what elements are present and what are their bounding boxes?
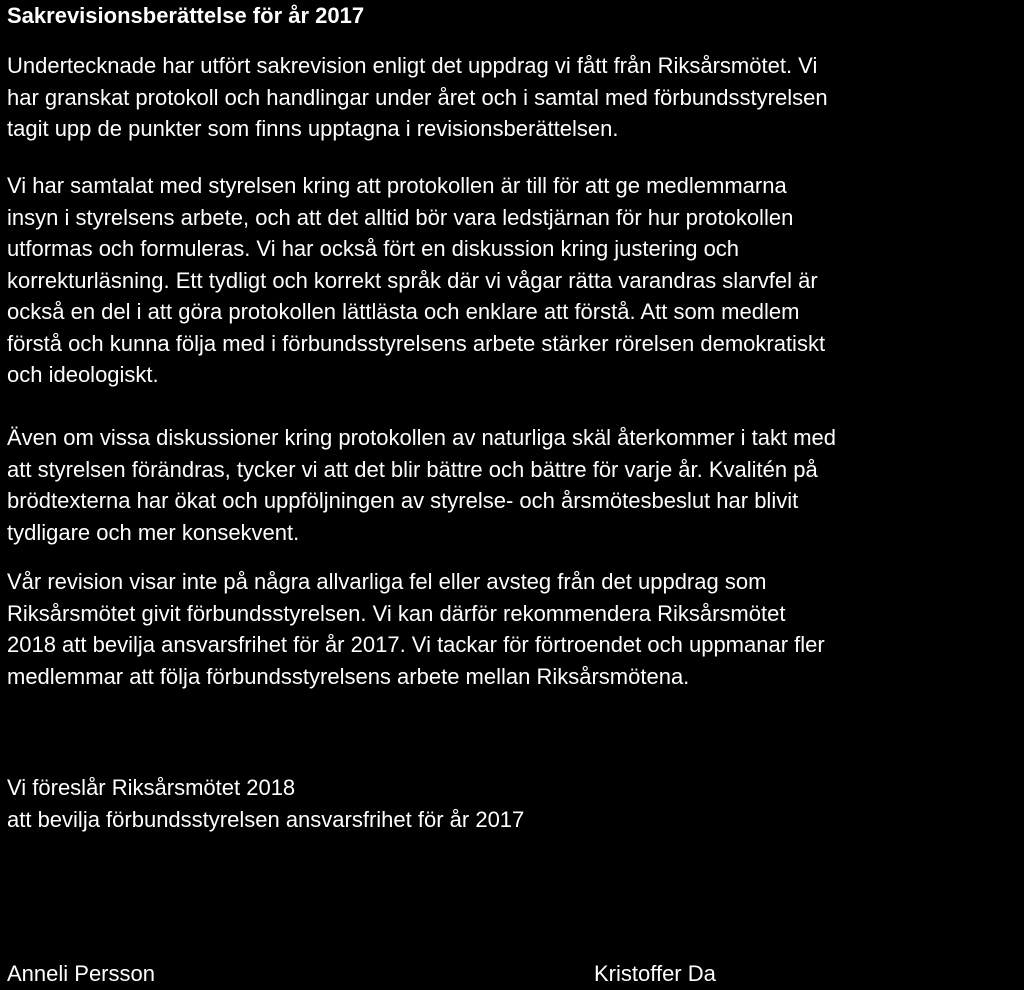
paragraph-line: att bevilja förbundsstyrelsen ansvarsfrihet för år 2017	[7, 806, 525, 832]
paragraph-intro	[7, 50, 1022, 145]
paragraph-line: Vår revision visar inte på några allvarliga fel eller avsteg från det uppdrag som	[7, 569, 767, 594]
paragraph-line: Vi har samtalat med styrelsen kring att protokollen är till för att ge medlemmarna	[7, 173, 787, 198]
paragraph-line: 2018 att bevilja ansvarsfrihet för år 2017. Vi tackar för förtroendet och uppmanar fler	[7, 632, 825, 657]
paragraph-recommendation	[7, 566, 1022, 692]
paragraph-proposal	[7, 772, 1022, 835]
paragraph-line: förstå och kunna följa med i förbundsstyrelsens arbete stärker rörelsen demokratiskt	[7, 330, 826, 356]
paragraph-line: utformas och formuleras. Vi har också fört en diskussion kring justering och	[7, 236, 740, 261]
signature-name: Anneli Persson	[7, 961, 155, 986]
paragraph-line: korrekturläsning. Ett tydligt och korrekt språk där vi vågar rätta varandras slarvfel är	[7, 267, 818, 293]
paragraph-line: och ideologiskt.	[7, 362, 159, 387]
paragraph-line: medlemmar att följa förbundsstyrelsens arbete mellan Riksårsmötena.	[7, 663, 690, 689]
paragraph-line: har granskat protokoll och handlingar under året och i samtal med förbundsstyrelsen	[7, 84, 828, 110]
signature-name: Kristoffer Da	[594, 961, 716, 986]
paragraph-line: insyn i styrelsens arbete, och att det alltid bör vara ledstjärnan för hur protokollen	[7, 204, 794, 230]
paragraph-line: Även om vissa diskussioner kring protokollen av naturliga skäl återkommer i takt med	[7, 425, 837, 450]
paragraph-line: Riksårsmötet givit förbundsstyrelsen. Vi kan därför rekommendera Riksårsmötet	[7, 600, 786, 626]
paragraph-line: brödtexterna har ökat och uppföljningen av styrelse- och årsmötesbeslut har blivit	[7, 488, 799, 513]
paragraph-protocols	[7, 170, 1022, 391]
document-title: Sakrevisionsberättelse för år 2017	[7, 3, 365, 28]
paragraph-line: också en del i att göra protokollen lättlästa och enklare att förstå. Att som medlem	[7, 299, 800, 324]
paragraph-line: Vi föreslår Riksårsmötet 2018	[7, 775, 296, 800]
paragraph-line: tydligare och mer konsekvent.	[7, 519, 300, 545]
paragraph-line: att styrelsen förändras, tycker vi att det blir bättre och bättre för varje år. Kvalitén på	[7, 456, 818, 482]
paragraph-line: tagit upp de punkter som finns upptagna i revisionsberättelsen.	[7, 116, 619, 141]
paragraph-quality	[7, 422, 1022, 548]
paragraph-line: Undertecknade har utfört sakrevision enligt det uppdrag vi fått från Riksårsmötet. Vi	[7, 53, 818, 78]
